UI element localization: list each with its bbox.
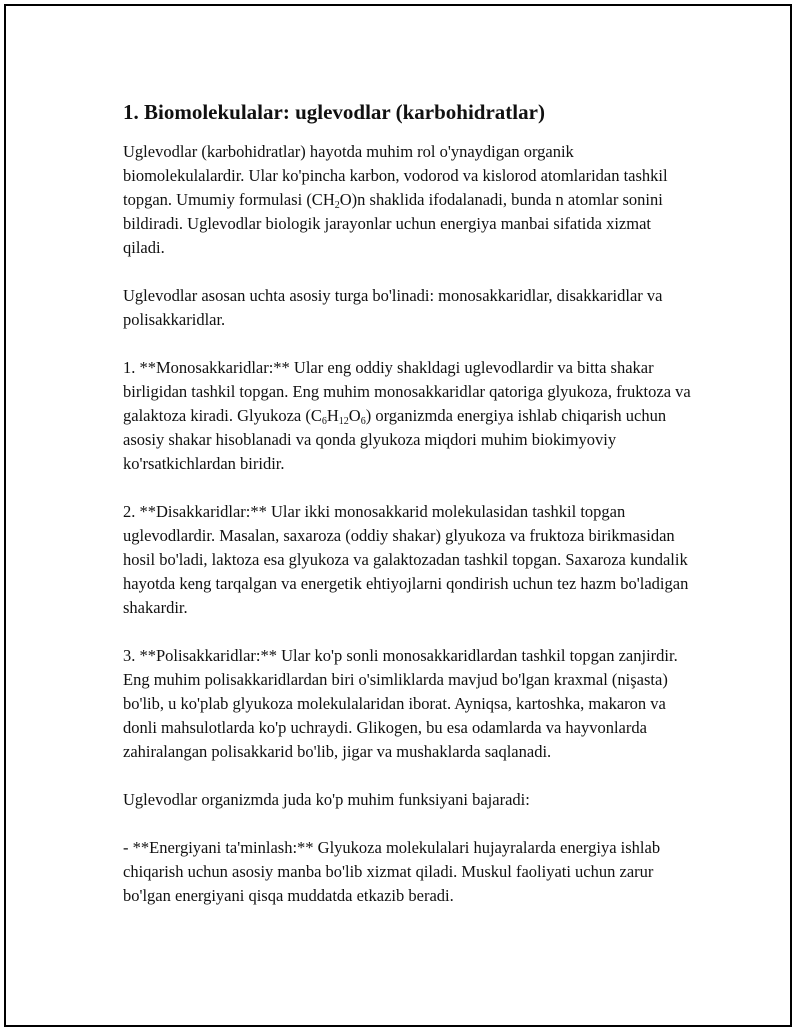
document-body bbox=[123, 98, 693, 932]
intro-paragraph bbox=[123, 140, 693, 260]
page-frame bbox=[4, 4, 792, 1027]
oxygen-symbol: O bbox=[348, 406, 361, 425]
mono-text-end: ) organizmda energiya ishlab chiqarish uchun asosiy shakar hisoblanadi va qonda glyukoza miqdori muhim biokimyoviy ko'rsatkichlardan biridir. bbox=[123, 406, 667, 473]
types-paragraph: Uglevodlar asosan uchta asosiy turga bo'linadi: monosakkaridlar, disakkaridlar va polisakkaridlar. bbox=[123, 286, 663, 329]
oxygen-subscript: 6 bbox=[360, 416, 366, 427]
intro-text-start: Uglevodlar (karbohidratlar) hayotda muhim rol o'ynaydigan organik biomolekulalardir. Ular ko'pincha karbon, vodorod va kislorod atomlaridan tashkil topgan. Umumiy formulasi (CH bbox=[123, 142, 668, 209]
energy-function-paragraph: - **Energiyani ta'minlash:** Glyukoza molekulalari hujayralarda energiya ishlab chiqarish uchun asosiy manba bo'lib xizmat qiladi. Muskul faoliyati uchun zarur bo'lgan energiyani qisqa muddatda etkazib beradi. bbox=[123, 838, 661, 905]
carbon-subscript: 6 bbox=[321, 416, 327, 427]
mono-text-start: 1. **Monosakkaridlar:** Ular eng oddiy shakldagi uglevodlardir va bitta shakar birligidan tashkil topgan. Eng muhim monosakkaridlar qatoriga glyukoza, fruktoza va galaktoza kiradi. Glyukoza (C bbox=[123, 358, 691, 425]
formula-subscript: 2 bbox=[334, 200, 340, 211]
functions-intro-paragraph: Uglevodlar organizmda juda ko'p muhim funksiyani bajaradi: bbox=[123, 790, 530, 809]
monosaccharides-paragraph bbox=[123, 356, 693, 476]
disaccharides-paragraph: 2. **Disakkaridlar:** Ular ikki monosakkarid molekulasidan tashkil topgan uglevodlardir. Masalan, saxaroza (oddiy shakar) glyukoza va fruktoza birikmasidan hosil bo'ladi, laktoza esa glyukoza va galaktozadan tashkil topgan. Saxaroza kundalik hayotda keng tarqalgan va energetik ehtiyojlarni qondirish uchun tez hazm bo'ladigan shakardir. bbox=[123, 502, 689, 617]
polysaccharides-paragraph: 3. **Polisakkaridlar:** Ular ko'p sonli monosakkaridlardan tashkil topgan zanjirdir. Eng muhim polisakkaridlardan biri o'simliklarda mavjud bo'lgan kraxmal (nişasta) bo'lib, u ko'plab glyukoza molekulalaridan iborat. Ayniqsa, kartoshka, makaron va donli mahsulotlarda ko'p uchraydi. Glikogen, bu esa odamlarda va hayvonlarda zahiralangan polisakkarid bo'lib, jigar va mushaklarda saqlanadi. bbox=[123, 646, 678, 761]
section-heading: 1. Biomolekulalar: uglevodlar (karbohidratlar) bbox=[123, 100, 545, 124]
hydrogen-symbol: H bbox=[326, 406, 339, 425]
intro-text-end: O)n shaklida ifodalanadi, bunda n atomlar sonini bildiradi. Uglevodlar biologik jarayonlar uchun energiya manbai sifatida xizmat qiladi. bbox=[123, 190, 663, 257]
hydrogen-subscript: 12 bbox=[338, 416, 349, 427]
